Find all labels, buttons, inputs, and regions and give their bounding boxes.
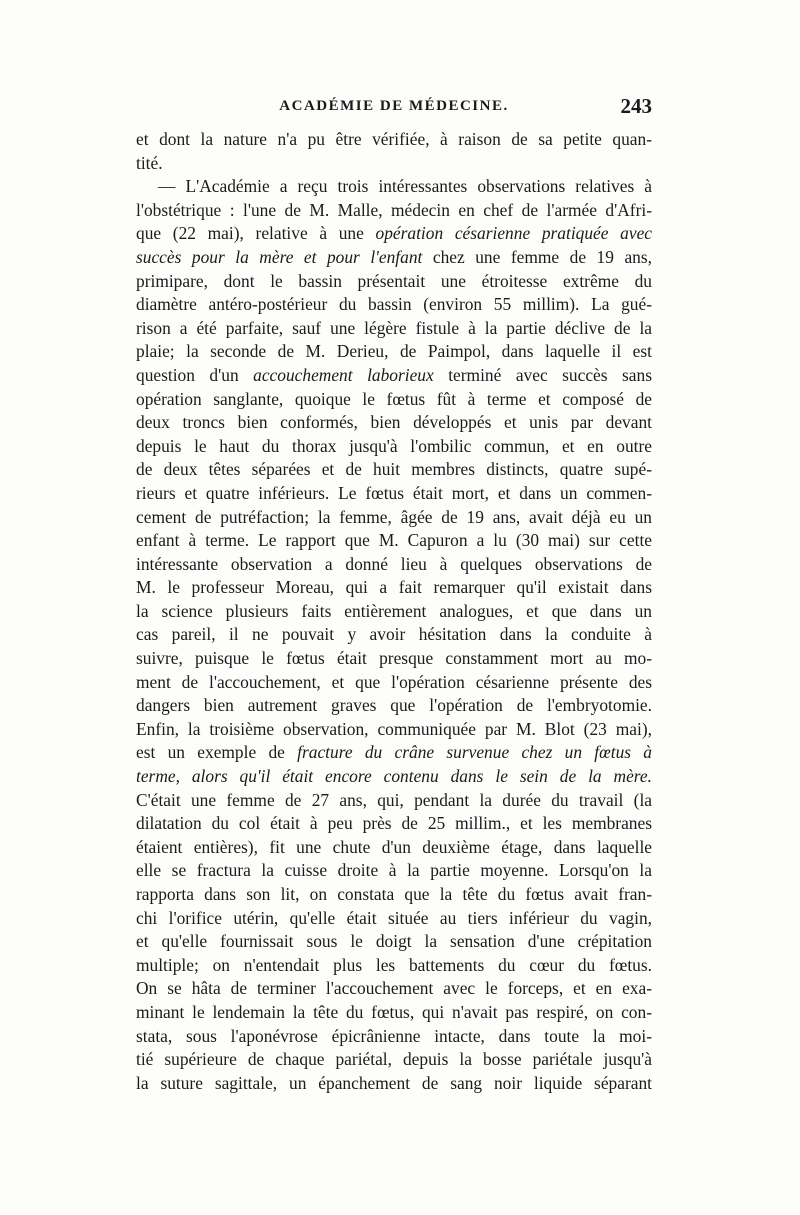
text-line xyxy=(136,1025,652,1049)
text-segment: tié supérieure de chaque pariétal, depuis la bosse pariétale jusqu'à xyxy=(136,1049,652,1070)
text-line xyxy=(136,883,652,907)
text-segment: et qu'elle fournissait sous le doigt la sensation d'une crépitation xyxy=(136,931,652,952)
text-segment: enfant à terme. Le rapport que M. Capuron a lu (30 mai) sur cette xyxy=(136,530,652,551)
text-segment: dilatation du col était à peu près de 25 millim., et les membranes xyxy=(136,813,652,834)
text-line xyxy=(136,623,652,647)
text-line xyxy=(136,859,652,883)
text-line xyxy=(136,765,652,789)
text-segment: stata, sous l'aponévrose épicrânienne intacte, dans toute la moi- xyxy=(136,1025,652,1046)
text-line xyxy=(136,647,652,671)
text-line xyxy=(136,977,652,1001)
text-line xyxy=(136,1001,652,1025)
text-segment: elle se fractura la cuisse droite à la partie moyenne. Lorsqu'on la xyxy=(136,860,652,881)
body-text xyxy=(136,128,652,1095)
text-line xyxy=(136,789,652,813)
text-segment: la science plusieurs faits entièrement analogues, et que dans un xyxy=(136,600,652,621)
text-segment: cement de putréfaction; la femme, âgée de 19 ans, avait déjà eu un xyxy=(136,506,652,527)
running-title: ACADÉMIE DE MÉDECINE. xyxy=(279,98,509,114)
text-line xyxy=(136,222,652,246)
text-segment: M. le professeur Moreau, qui a fait remarquer qu'il existait dans xyxy=(136,577,652,598)
text-line xyxy=(136,482,652,506)
text-segment: de deux têtes séparées et de huit membres distincts, quatre supé- xyxy=(136,459,652,480)
text-line xyxy=(136,317,652,341)
text-segment: rison a été parfaite, sauf une légère fistule à la partie déclive de la xyxy=(136,317,652,338)
text-line xyxy=(136,529,652,553)
text-segment: opération sanglante, quoique le fœtus fût à terme et composé de xyxy=(136,388,652,409)
text-segment: minant le lendemain la tête du fœtus, qui n'avait pas respiré, on con- xyxy=(136,1001,652,1022)
text-segment: que (22 mai), relative à une xyxy=(136,223,376,244)
text-line xyxy=(136,907,652,931)
text-line xyxy=(136,954,652,978)
text-segment: l'obstétrique : l'une de M. Malle, médecin en chef de l'armée d'Afri- xyxy=(136,199,652,220)
italic-text-segment: opération césarienne pratiquée avec xyxy=(375,223,653,244)
text-line xyxy=(136,1048,652,1072)
text-segment: rieurs et quatre inférieurs. Le fœtus était mort, et dans un commen- xyxy=(136,482,652,503)
text-line xyxy=(136,175,652,199)
text-line xyxy=(136,435,652,459)
text-segment: intéressante observation a donné lieu à quelques observations de xyxy=(136,553,652,574)
text-segment: chi l'orifice utérin, qu'elle était située au tiers inférieur du vagin, xyxy=(136,907,652,928)
text-segment: deux troncs bien conformés, bien développés et unis par devant xyxy=(136,412,652,433)
text-line xyxy=(136,812,652,836)
text-line xyxy=(136,293,652,317)
text-line xyxy=(136,152,652,176)
text-segment: Enfin, la troisième observation, communiquée par M. Blot (23 mai), xyxy=(136,718,652,739)
text-line xyxy=(136,1072,652,1096)
text-segment: ment de l'accouchement, et que l'opération césarienne présente des xyxy=(136,671,652,692)
page-number: 243 xyxy=(620,94,652,118)
italic-text-segment: succès pour la mère et pour l'enfant xyxy=(136,246,423,267)
text-segment: — L'Académie a reçu trois intéressantes observations relatives à xyxy=(158,176,652,197)
text-segment: question d'un xyxy=(136,364,254,385)
text-line xyxy=(136,199,652,223)
text-line xyxy=(136,718,652,742)
text-line xyxy=(136,506,652,530)
text-segment: primipare, dont le bassin présentait une étroitesse extrême du xyxy=(136,270,652,291)
text-line xyxy=(136,553,652,577)
text-line xyxy=(136,741,652,765)
text-line xyxy=(136,411,652,435)
text-line xyxy=(136,340,652,364)
text-segment: terminé avec succès sans xyxy=(433,364,652,385)
text-segment: la suture sagittale, un épanchement de sang noir liquide séparant xyxy=(136,1072,652,1093)
text-line xyxy=(136,388,652,412)
text-line xyxy=(136,128,652,152)
text-segment: étaient entières), fit une chute d'un deuxième étage, dans laquelle xyxy=(136,836,652,857)
text-segment: On se hâta de terminer l'accouchement avec le forceps, et en exa- xyxy=(136,978,652,999)
text-line xyxy=(136,930,652,954)
italic-text-segment: accouchement laborieux xyxy=(253,364,434,385)
text-line xyxy=(136,600,652,624)
text-segment: est un exemple de xyxy=(136,742,298,763)
text-segment: rapporta dans son lit, on constata que la tête du fœtus avait fran- xyxy=(136,884,652,904)
text-segment: suivre, puisque le fœtus était presque constamment mort au mo- xyxy=(136,648,652,669)
text-line xyxy=(136,576,652,600)
text-segment: chez une femme de 19 ans, xyxy=(422,246,652,267)
text-line xyxy=(136,364,652,388)
text-segment: depuis le haut du thorax jusqu'à l'ombilic commun, et en outre xyxy=(136,435,652,456)
text-segment: tité. xyxy=(136,152,163,173)
text-segment: diamètre antéro-postérieur du bassin (environ 55 millim). La gué- xyxy=(136,294,652,315)
text-segment: multiple; on n'entendait plus les battements du cœur du fœtus. xyxy=(136,954,652,975)
text-line xyxy=(136,458,652,482)
page-header xyxy=(136,94,652,120)
text-segment: dangers bien autrement graves que l'opération de l'embryotomie. xyxy=(136,695,652,716)
text-segment: cas pareil, il ne pouvait y avoir hésitation dans la conduite à xyxy=(136,624,652,645)
text-line xyxy=(136,836,652,860)
text-segment: C'était une femme de 27 ans, qui, pendant la durée du travail (la xyxy=(136,789,652,810)
italic-text-segment: fracture du crâne survenue chez un fœtus à xyxy=(297,742,653,763)
text-segment: plaie; la seconde de M. Derieu, de Paimpol, dans laquelle il est xyxy=(136,341,652,362)
text-line xyxy=(136,694,652,718)
text-line xyxy=(136,270,652,294)
italic-text-segment: terme, alors qu'il était encore contenu dans le sein de la mère. xyxy=(136,766,652,787)
text-segment: et dont la nature n'a pu être vérifiée, à raison de sa petite quan- xyxy=(136,129,652,149)
text-line xyxy=(136,671,652,695)
text-line xyxy=(136,246,652,270)
